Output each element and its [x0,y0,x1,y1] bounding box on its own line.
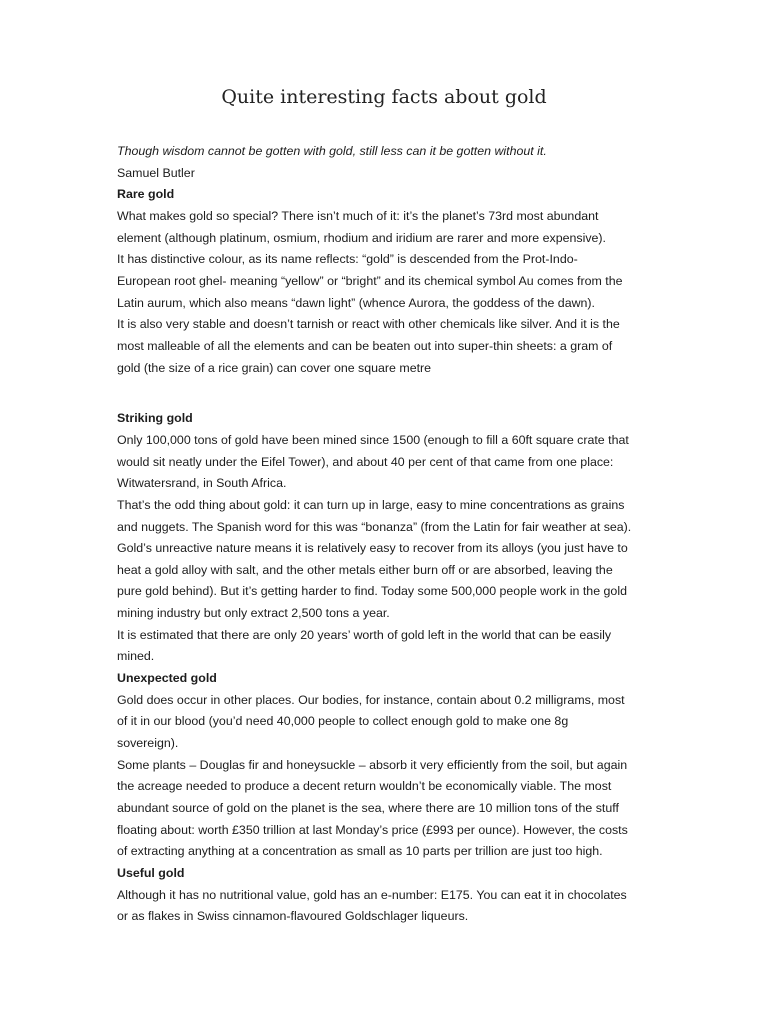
document-title: Quite interesting facts about gold [221,86,547,108]
section-heading-unexpected-gold: Unexpected gold [117,671,217,686]
paragraph-line: the acreage needed to produce a decent return wouldn’t be economically viable. The most [117,779,612,794]
paragraph-line: mining industry but only extract 2,500 tons a year. [117,606,390,621]
paragraph-line: It is estimated that there are only 20 years’ worth of gold left in the world that can be easily [117,627,612,642]
paragraph-line: That’s the odd thing about gold: it can turn up in large, easy to mine concentrations as grains [117,497,625,512]
paragraph-line: and nuggets. The Spanish word for this was “bonanza” (from the Latin for fair weather at sea). [117,519,632,534]
section-spacer [117,379,657,408]
paragraph-line: or as flakes in Swiss cinnamon-flavoured Goldschlager liqueurs. [117,909,469,924]
paragraph-line: would sit neatly under the Eifel Tower), and about 40 per cent of that came from one place: [117,454,614,469]
paragraph-line: Gold’s unreactive nature means it is relatively easy to recover from its alloys (you just have to [117,541,628,556]
epigraph-author: Samuel Butler [117,165,195,180]
epigraph-quote: Though wisdom cannot be gotten with gold, still less can it be gotten without it. [117,144,547,158]
paragraph-line: gold (the size of a rice grain) can cover one square metre [117,360,432,375]
paragraph-line: Some plants – Douglas fir and honeysuckle – absorb it very efficiently from the soil, but again [117,757,628,772]
paragraph-line: It has distinctive colour, as its name reflects: “gold” is descended from the Prot-Indo- [117,252,578,267]
paragraph-line: Although it has no nutritional value, gold has an e-number: E175. You can eat it in chocolates [117,887,627,902]
paragraph-line: Witwatersrand, in South Africa. [117,476,287,491]
section-heading-useful-gold: Useful gold [117,866,185,880]
paragraph-line: Only 100,000 tons of gold have been mined since 1500 (enough to fill a 60ft square crate that [117,432,629,447]
paragraph-line: of extracting anything at a concentration as small as 10 parts per trillion are just too high. [117,844,603,859]
paragraph-line: most malleable of all the elements and can be beaten out into super-thin sheets: a gram of [117,338,613,353]
paragraph-line: Latin aurum, which also means “dawn light” (whence Aurora, the goddess of the dawn). [117,295,595,310]
paragraph-line: sovereign). [117,736,179,751]
paragraph-line: floating about: worth £350 trillion at last Monday’s price (£993 per ounce). However, the costs [117,822,628,837]
paragraph-line: European root ghel- meaning “yellow” or “bright” and its chemical symbol Au comes from the [117,273,623,288]
paragraph-line: It is also very stable and doesn’t tarnish or react with other chemicals like silver. And it is the [117,317,620,332]
section-heading-rare-gold: Rare gold [117,187,175,202]
paragraph-line: element (although platinum, osmium, rhodium and iridium are rarer and more expensive). [117,230,606,245]
paragraph-line: pure gold behind). But it’s getting harder to find. Today some 500,000 people work in the gold [117,584,627,599]
paragraph-line: What makes gold so special? There isn’t much of it: it’s the planet’s 73rd most abundant [117,208,599,223]
paragraph-line: Gold does occur in other places. Our bodies, for instance, contain about 0.2 milligrams, most [117,692,625,707]
paragraph-line: of it in our blood (you’d need 40,000 people to collect enough gold to make one 8g [117,714,569,729]
paragraph-line: abundant source of gold on the planet is the sea, where there are 10 million tons of the stuff [117,801,619,816]
paragraph-line: heat a gold alloy with salt, and the other metals either burn off or are absorbed, leaving the [117,562,613,577]
document-body [117,141,657,928]
paragraph-line: mined. [117,649,155,664]
section-heading-striking-gold: Striking gold [117,411,193,426]
